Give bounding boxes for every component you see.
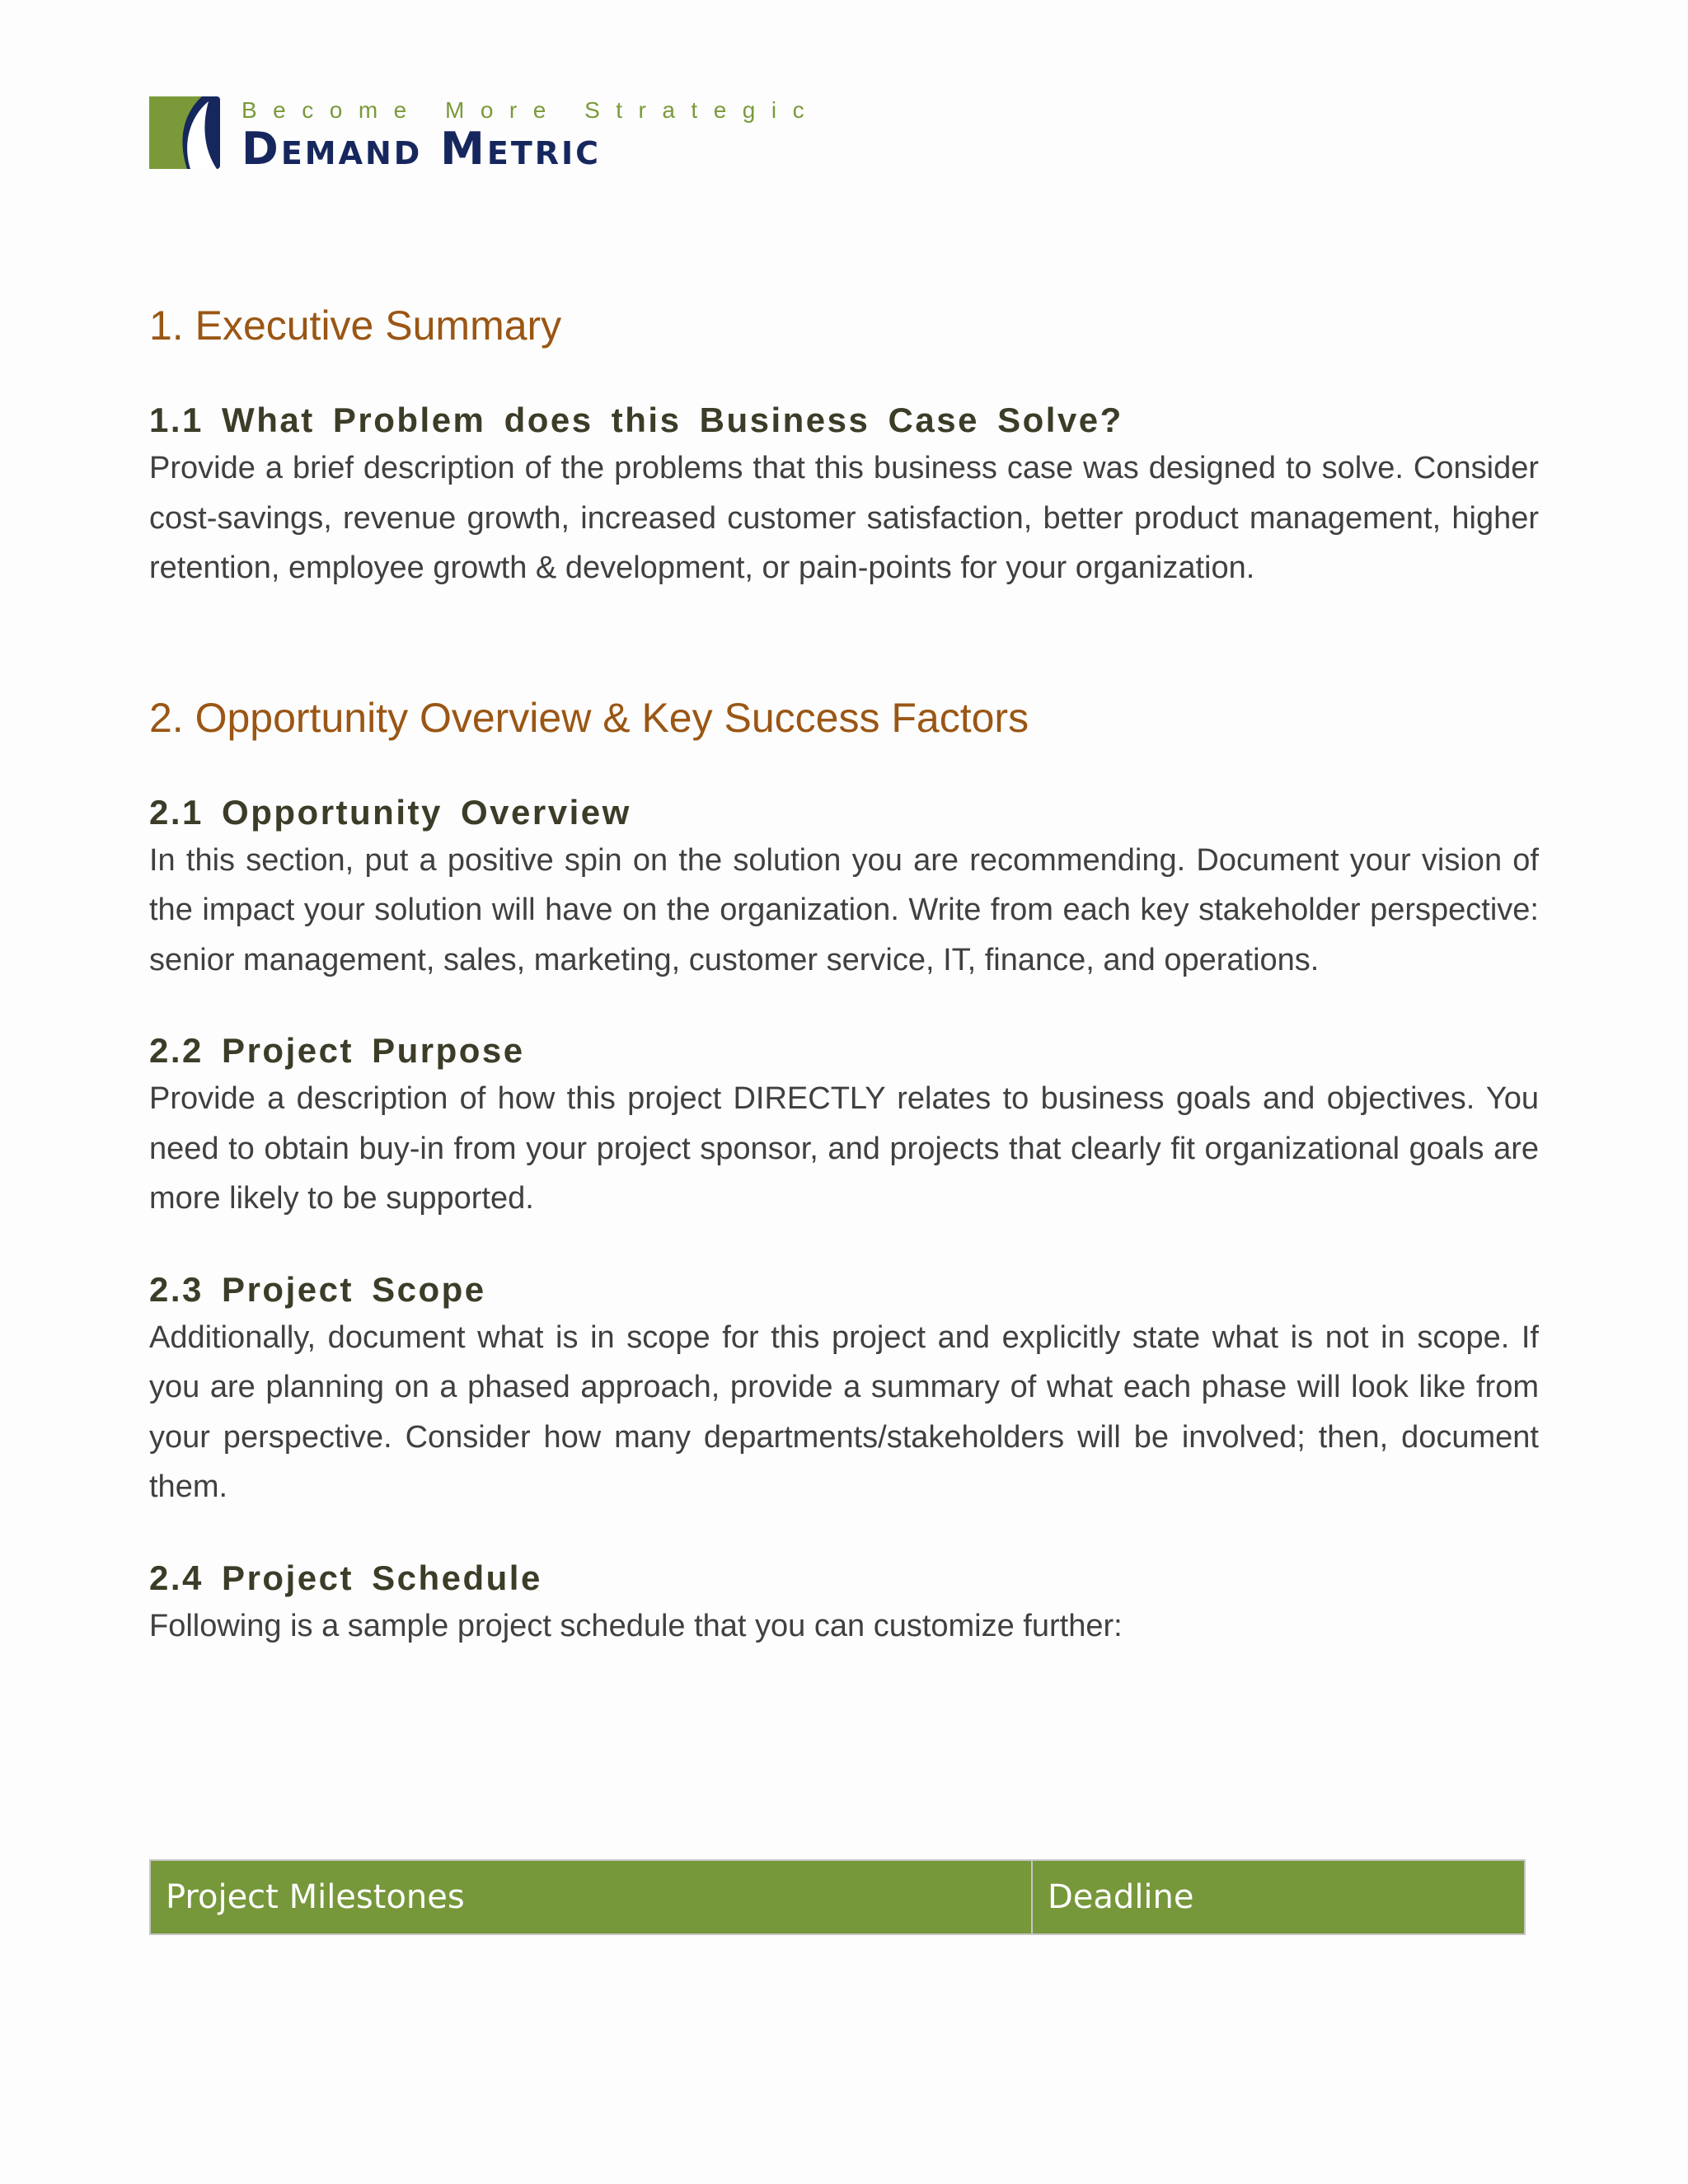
table-header-project-milestones: Project Milestones (151, 1861, 1033, 1933)
section-title-executive-summary: 1. Executive Summary (149, 302, 562, 349)
section-title-opportunity-overview: 2. Opportunity Overview & Key Success Factors (149, 694, 1029, 741)
heading-2-4: 2.4 Project Schedule (149, 1558, 542, 1597)
project-schedule-table (149, 1859, 1526, 1935)
table-header-deadline: Deadline (1048, 1878, 1194, 1916)
heading-1-1: 1.1 What Problem does this Business Case Solve? (149, 401, 1123, 439)
demand-metric-logo (149, 96, 821, 179)
document-body (149, 297, 1539, 1651)
logo-mark-icon (149, 96, 220, 171)
logo-brand-name: Demand Metric (241, 123, 602, 175)
paragraph-2-1: In this section, put a positive spin on the solution you are recommending. Document your vision of the impact your solution will have on the organization. Write from each key stakeholder perspective: senior management, sales, marketing, customer service, IT, finance, and operations. (149, 842, 1539, 977)
heading-2-2: 2.2 Project Purpose (149, 1031, 525, 1070)
paragraph-2-3: Additionally, document what is in scope for this project and explicitly state what is not in scope. If you are planning on a phased approach, provide a summary of what each phase will look like from your perspective. Consider how many departments/stakeholders will be involved; then, document them. (149, 1319, 1539, 1504)
heading-2-3: 2.3 Project Scope (149, 1269, 486, 1309)
paragraph-2-2: Provide a description of how this project DIRECTLY relates to business goals and objectives. You need to obtain buy-in from your project sponsor, and projects that clearly fit organizational goals are more likely to be supported. (149, 1081, 1539, 1216)
paragraph-2-4: Following is a sample project schedule that you can customize further: (149, 1608, 1123, 1643)
heading-2-1: 2.1 Opportunity Overview (149, 792, 631, 832)
logo-tagline: Become More Strategic (241, 97, 821, 123)
paragraph-1-1: Provide a brief description of the problems that this business case was designed to solve. Consider cost-savings, revenue growth, increased customer satisfaction, better product management, higher retention, employee growth & development, or pain-points for your organization. (149, 451, 1539, 585)
